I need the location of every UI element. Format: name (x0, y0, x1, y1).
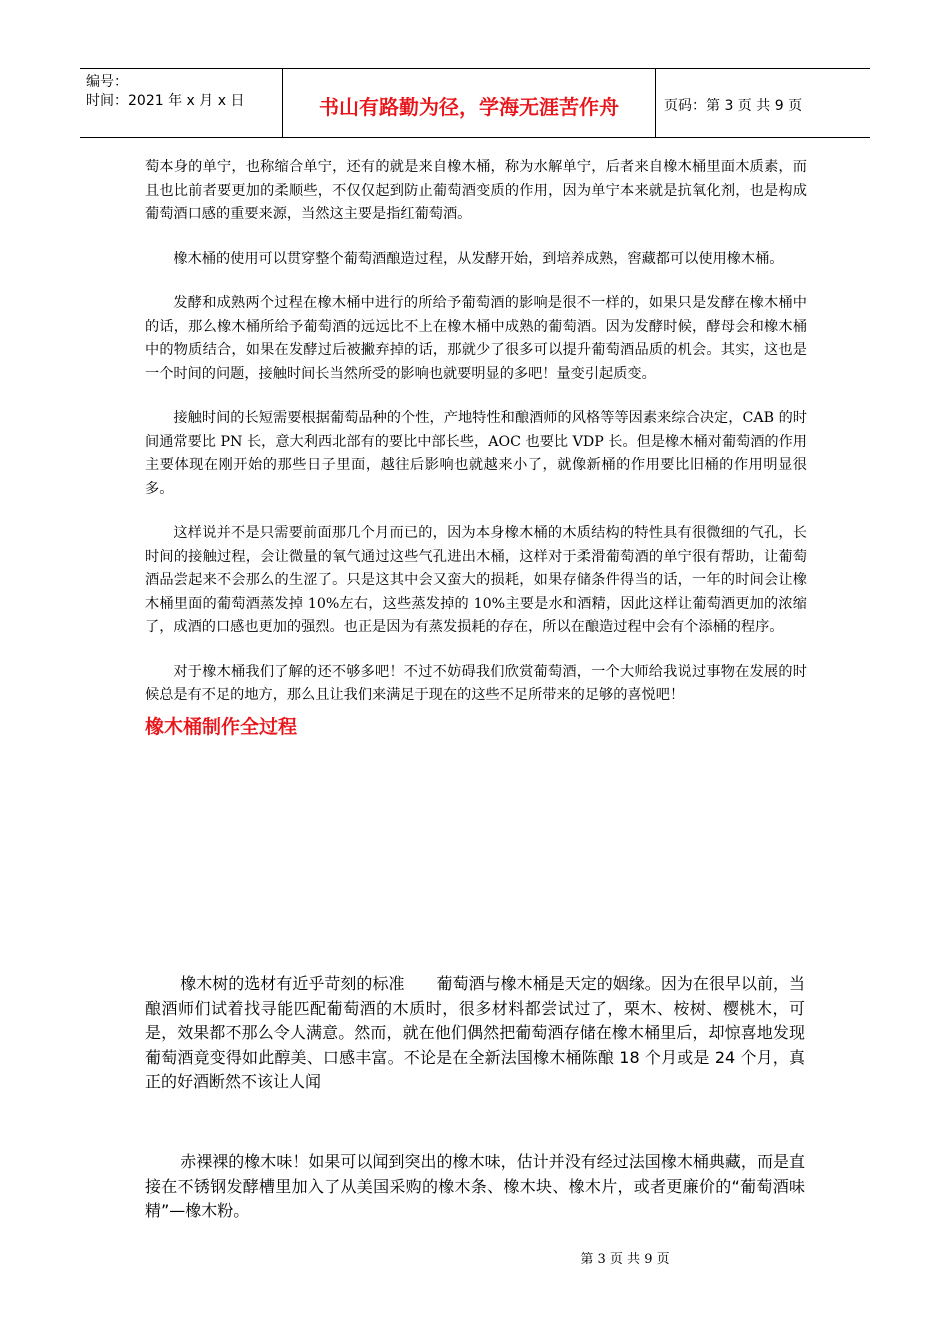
document-body (145, 156, 807, 742)
header-meta (80, 69, 283, 137)
header-page-label: 页码：第 3 页 共 9 页 (664, 98, 803, 114)
page-footer: 第 3 页 共 9 页 (580, 1252, 670, 1267)
section-paragraph: 赤裸裸的橡木味！如果可以闻到突出的橡木味，估计并没有经过法国橡木桶典藏，而是直接在不锈钢发酵槽里加入了从美国采购的橡木条、橡木块、橡木片，或者更廉价的“葡萄酒味精”—橡木粉。 (145, 1152, 805, 1220)
paragraph: 接触时间的长短需要根据葡萄品种的个性，产地特性和酿酒师的风格等等因素来综合决定，CAB 的时间通常要比 PN 长，意大利西北部有的要比中部长些，AOC 也要比 VDP 长。但是橡木桶对葡萄酒的作用主要体现在刚开始的那些日子里面，越往后影响也就越来小了，就像新桶的作用要比旧桶的作用明显很多。 (145, 410, 807, 497)
paragraph: 橡木桶的使用可以贯穿整个葡萄酒酿造过程，从发酵开始，到培养成熟，窖藏都可以使用橡木桶。 (173, 250, 784, 267)
paragraph: 萄本身的单宁，也称缩合单宁，还有的就是来自橡木桶，称为水解单宁，后者来自橡木桶里面木质素，而且也比前者要更加的柔顺些，不仅仅起到防止葡萄酒变质的作用，因为单宁本来就是抗氧化剂，也是构成葡萄酒口感的重要来源，当然这主要是指红葡萄酒。 (145, 159, 807, 222)
section-paragraph: 橡木树的选材有近乎苛刻的标准 葡萄酒与橡木桶是天定的姻缘。因为在很早以前，当酿酒师们试着找寻能匹配葡萄酒的木质时，很多材料都尝试过了，栗木、桉树、樱桃木，可是，效果都不那么令人满意。然而，就在他们偶然把葡萄酒存储在橡木桶里后，却惊喜地发现葡萄酒竟变得如此醇美、口感丰富。不论是在全新法国橡木桶陈酿 18 个月或是 24 个月，真正的好酒断然不该让人闻 (145, 974, 805, 1091)
paragraph: 这样说并不是只需要前面那几个月而已的，因为本身橡木桶的木质结构的特性具有很微细的气孔，长时间的接触过程，会让微量的氧气通过这些气孔进出木桶，这样对于柔滑葡萄酒的单宁很有帮助，让葡萄酒品尝起来不会那么的生涩了。只是这其中会又蛮大的损耗，如果存储条件得当的话，一年的时间会让橡木桶里面的葡萄酒蒸发掉 10%左右，这些蒸发掉的 10%主要是水和酒精，因此这样让葡萄酒更加的浓缩了，成酒的口感也更加的强烈。也正是因为有蒸发损耗的存在，所以在酿造过程中会有个添桶的程序。 (145, 525, 807, 635)
header-motto: 书山有路勤为径，学海无涯苦作舟 (283, 69, 656, 137)
paragraph: 对于橡木桶我们了解的还不够多吧！不过不妨碍我们欣赏葡萄酒，一个大师给我说过事物在发展的时候总是有不足的地方，那么且让我们来满足于现在的这些不足所带来的足够的喜悦吧！ (145, 663, 807, 703)
section-title: 橡木桶制作全过程 (145, 715, 298, 738)
page-header (80, 68, 870, 138)
header-number-label: 编号： (86, 74, 128, 90)
paragraph: 发酵和成熟两个过程在橡木桶中进行的所给予葡萄酒的影响是很不一样的，如果只是发酵在橡木桶中的话，那么橡木桶所给予葡萄酒的远远比不上在橡木桶中成熟的葡萄酒。因为发酵时候，酵母会和橡木桶中的物质结合，如果在发酵过后被撇弃掉的话，那就少了很多可以提升葡萄酒品质的机会。其实，这也是一个时间的问题，接触时间长当然所受的影响也就要明显的多吧！量变引起质变。 (145, 295, 807, 382)
header-time-label: 时间：2021 年 x 月 x 日 (86, 93, 245, 109)
